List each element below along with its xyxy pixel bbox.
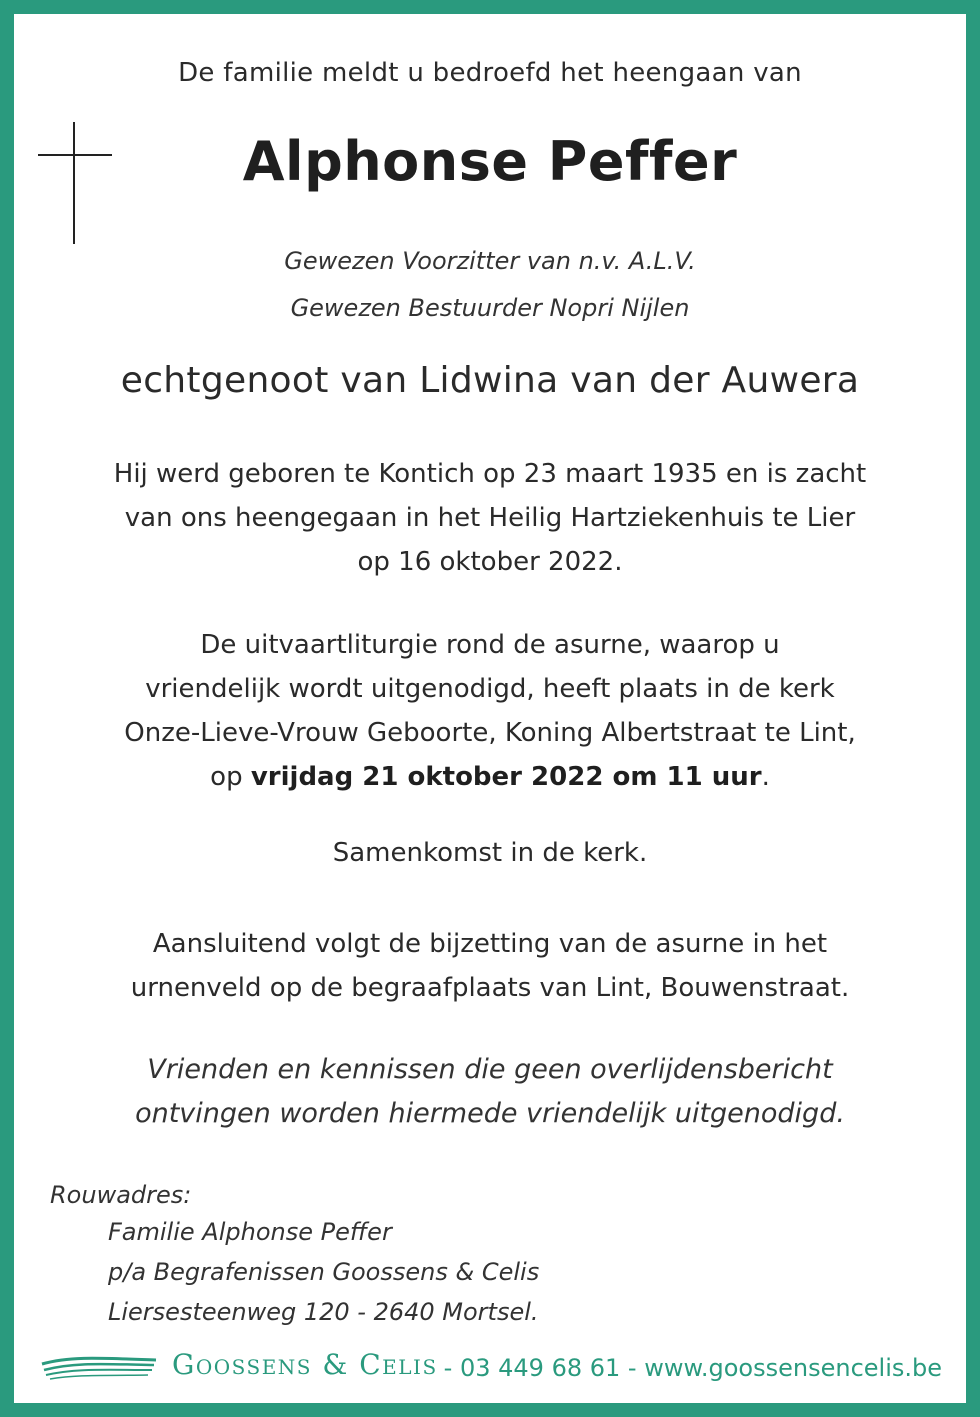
title-line: Gewezen Bestuurder Nopri Nijlen (290, 294, 690, 322)
titles (40, 238, 940, 332)
burial-line: Aansluitend volgt de bijzetting van de asurne in het (152, 929, 828, 959)
wave-logo-icon (40, 1352, 158, 1382)
mourning-address (50, 1178, 539, 1332)
invite-paragraph (40, 1048, 940, 1136)
liturgy-line: De uitvaartliturgie rond de asurne, waarop u (200, 630, 780, 660)
bio-line: van ons heengegaan in het Heilig Hartziekenhuis te Lier (124, 503, 856, 533)
title-line: Gewezen Voorzitter van n.v. A.L.V. (284, 247, 696, 275)
bio-paragraph (40, 452, 940, 584)
burial-line: urnenveld op de begraafplaats van Lint, Bouwenstraat. (130, 973, 850, 1003)
liturgy-date-line (40, 755, 940, 799)
invite-line: ontvingen worden hiermede vriendelijk uitgenodigd. (135, 1098, 845, 1129)
date-suffix: . (761, 762, 770, 792)
liturgy-line: vriendelijk wordt uitgenodigd, heeft plaats in de kerk (145, 674, 835, 704)
invite-line: Vrienden en kennissen die geen overlijdensbericht (147, 1054, 833, 1085)
burial-paragraph (40, 922, 940, 1010)
deceased-name: Alphonse Peffer (242, 130, 738, 193)
address-label: Rouwadres: (50, 1181, 192, 1209)
address-line: p/a Begrafenissen Goossens & Celis (108, 1258, 540, 1286)
bio-line: Hij werd geboren te Kontich op 23 maart 1935 en is zacht (113, 459, 867, 489)
liturgy-paragraph (40, 623, 940, 799)
funeral-date: vrijdag 21 oktober 2022 om 11 uur (250, 762, 762, 792)
date-prefix: op (210, 762, 243, 792)
address-line: Familie Alphonse Peffer (108, 1218, 392, 1246)
address-line: Liersesteenweg 120 - 2640 Mortsel. (108, 1298, 539, 1326)
bio-line: op 16 oktober 2022. (357, 547, 623, 577)
meeting-text: Samenkomst in de kerk. (332, 838, 648, 868)
intro-text: De familie meldt u bedroefd het heengaan van (178, 58, 802, 88)
contact-info[interactable]: - 03 449 68 61 - www.goossensencelis.be (443, 1354, 942, 1382)
footer (40, 1346, 950, 1390)
spouse-text: echtgenoot van Lidwina van der Auwera (120, 360, 860, 401)
liturgy-line: Onze-Lieve-Vrouw Geboorte, Koning Albertstraat te Lint, (124, 718, 856, 748)
brand-name: Goossens & Celis (172, 1348, 438, 1381)
